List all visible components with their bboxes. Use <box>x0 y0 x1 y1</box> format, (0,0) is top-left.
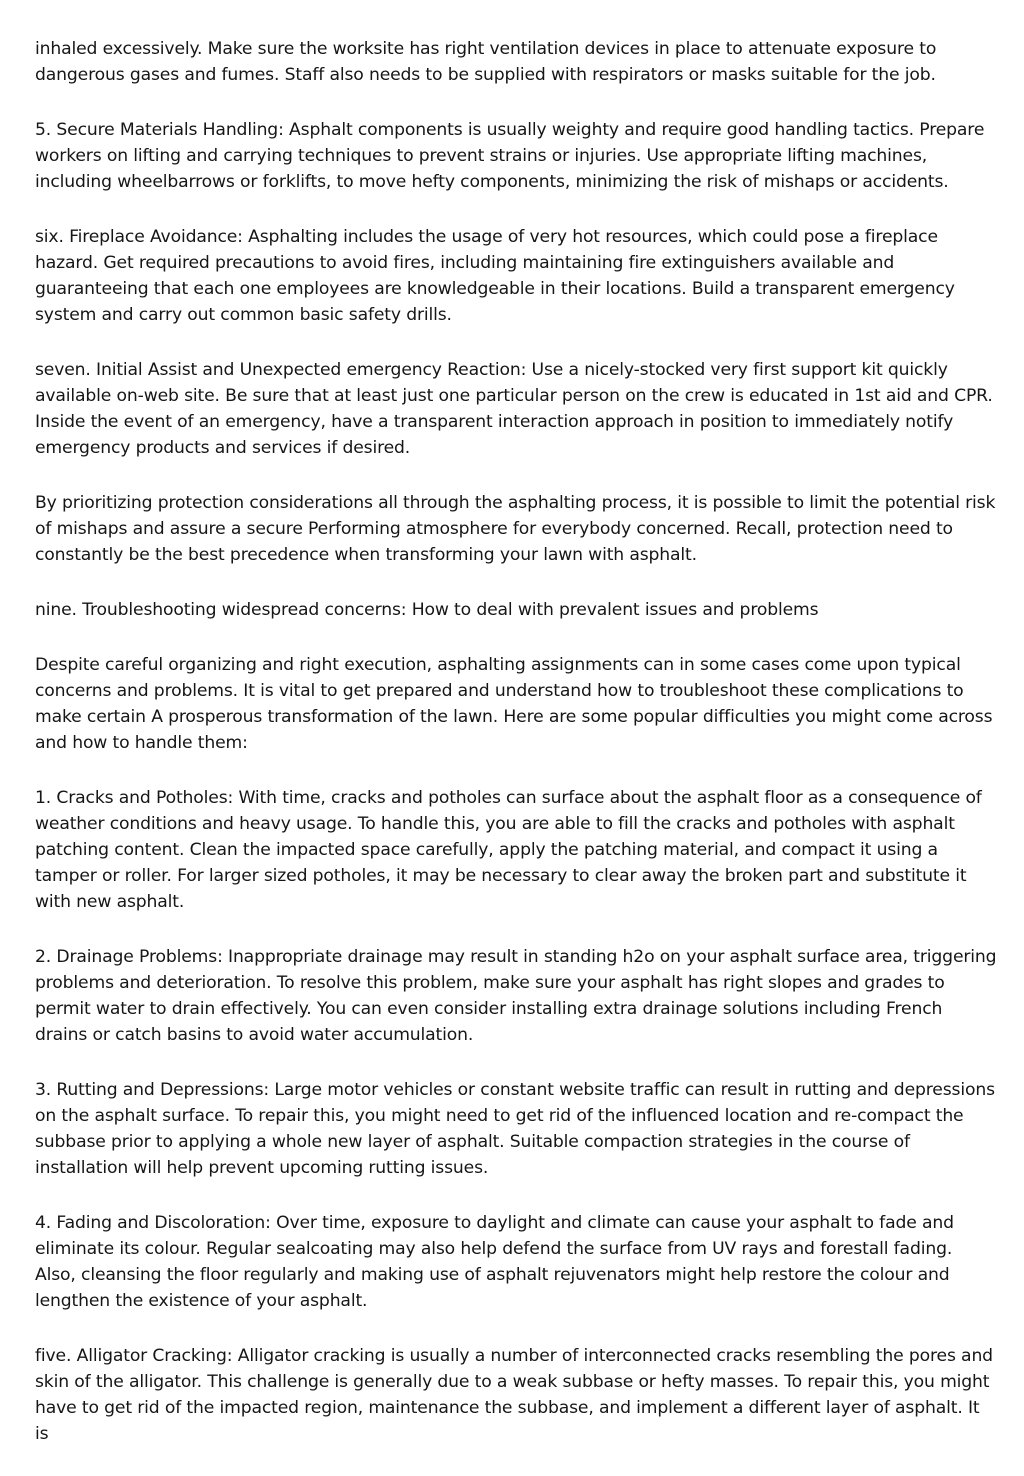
paragraph-fading: 4. Fading and Discoloration: Over time, exposure to daylight and climate can cause your asphalt to fade and eliminate its colour. Regular sealcoating may also help defend the surface from UV rays and forestall fading. Also, cleansing the floor regularly and making use of asphalt rejuvenators might help restore the colour and lengthen the existence of your asphalt. <box>35 1213 954 1311</box>
paragraph-alligator-cracking: five. Alligator Cracking: Alligator cracking is usually a number of interconnected cracks resembling the pores and skin of the alligator. This challenge is generally due to a weak subbase or hefty masses. To repair this, you might have to get rid of the impacted region, maintenance the subbase, and implement a different layer of asphalt. It is <box>35 1346 993 1444</box>
paragraph-safety-summary: By prioritizing protection considerations all through the asphalting process, it is possible to limit the potential risk of mishaps and assure a secure Performing atmosphere for everybody concerned. Recall, protection need to constantly be the best precedence when transforming your lawn with asphalt. <box>35 493 996 565</box>
paragraph-troubleshooting-intro: Despite careful organizing and right execution, asphalting assignments can in some cases come upon typical concerns and problems. It is vital to get prepared and understand how to troubleshoot these complications to make certain A prosperous transformation of the lawn. Here are some popular difficulties you might come across and how to handle them: <box>35 655 993 753</box>
paragraph-materials-handling: 5. Secure Materials Handling: Asphalt components is usually weighty and require good handling tactics. Prepare workers on lifting and carrying techniques to prevent strains or injuries. Use appropriate lifting machines, including wheelbarrows or forklifts, to move hefty components, minimizing the risk of mishaps or accidents. <box>35 120 985 192</box>
paragraph-rutting: 3. Rutting and Depressions: Large motor vehicles or constant website traffic can result in rutting and depressions on the asphalt surface. To repair this, you might need to get rid of the influenced location and re-compact the subbase prior to applying a whole new layer of asphalt. Suitable compaction strategies in the course of installation will help prevent upcoming rutting issues. <box>35 1080 995 1178</box>
paragraph-fire-avoidance: six. Fireplace Avoidance: Asphalting includes the usage of very hot resources, which could pose a fireplace hazard. Get required precautions to avoid fires, including maintaining fire extinguishers available and guaranteeing that each one employees are knowledgeable in their locations. Build a transparent emergency system and carry out common basic safety drills. <box>35 227 955 325</box>
paragraph-ventilation: inhaled excessively. Make sure the worksite has right ventilation devices in place to attenuate exposure to dangerous gases and fumes. Staff also needs to be supplied with respirators or masks suitable for the job. <box>35 39 937 85</box>
section-heading-troubleshooting: nine. Troubleshooting widespread concerns: How to deal with prevalent issues and problems <box>35 600 819 620</box>
paragraph-cracks-potholes: 1. Cracks and Potholes: With time, cracks and potholes can surface about the asphalt floor as a consequence of weather conditions and heavy usage. To handle this, you are able to fill the cracks and potholes with asphalt patching content. Clean the impacted space carefully, apply the patching material, and compact it using a tamper or roller. For larger sized potholes, it may be necessary to clear away the broken part and substitute it with new asphalt. <box>35 788 982 912</box>
document-body <box>35 36 997 1476</box>
paragraph-drainage: 2. Drainage Problems: Inappropriate drainage may result in standing h2o on your asphalt surface area, triggering problems and deterioration. To resolve this problem, make sure your asphalt has right slopes and grades to permit water to drain effectively. You can even consider installing extra drainage solutions including French drains or catch basins to avoid water accumulation. <box>35 947 997 1045</box>
paragraph-first-aid: seven. Initial Assist and Unexpected emergency Reaction: Use a nicely-stocked very first support kit quickly available on-web site. Be sure that at least just one particular person on the crew is educated in 1st aid and CPR. Inside the event of an emergency, have a transparent interaction approach in position to immediately notify emergency products and services if desired. <box>35 360 993 458</box>
